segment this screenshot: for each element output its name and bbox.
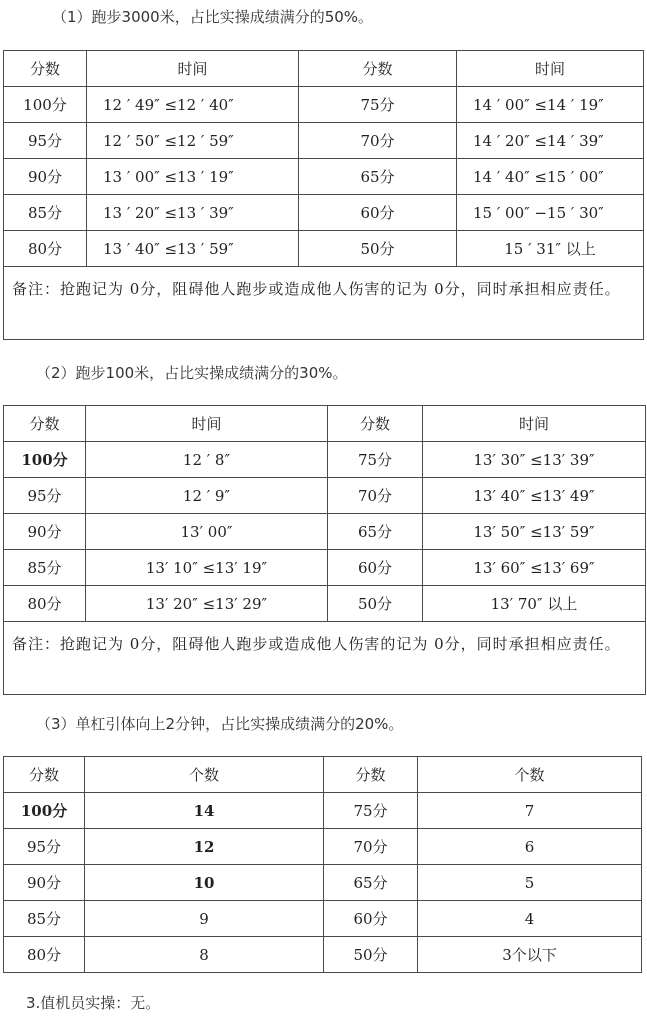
score-cell: 100分 bbox=[4, 793, 85, 829]
score-cell: 65分 bbox=[299, 159, 457, 195]
score-cell: 50分 bbox=[324, 937, 418, 973]
time-cell: 12 ′ 50″ ≤12 ′ 59″ bbox=[87, 123, 299, 159]
time-cell: 13′ 70″ 以上 bbox=[423, 586, 646, 622]
count-cell: 14 bbox=[85, 793, 324, 829]
section1-heading: （1）跑步3000米，占比实操成绩满分的50%。 bbox=[52, 8, 374, 26]
section3-heading: （3）单杠引体向上2分钟，占比实操成绩满分的20%。 bbox=[36, 715, 404, 733]
note-row bbox=[4, 267, 644, 340]
score-cell: 65分 bbox=[324, 865, 418, 901]
time-cell: 13′ 30″ ≤13′ 39″ bbox=[423, 442, 646, 478]
score-cell: 70分 bbox=[324, 829, 418, 865]
time-cell: 12 ′ 9″ bbox=[86, 478, 328, 514]
table-row bbox=[4, 829, 642, 865]
time-cell: 13 ′ 20″ ≤13 ′ 39″ bbox=[87, 195, 299, 231]
score-cell: 70分 bbox=[299, 123, 457, 159]
table-header-row bbox=[4, 51, 644, 87]
footer-text: 3.值机员实操：无。 bbox=[26, 994, 161, 1012]
score-cell: 80分 bbox=[4, 231, 87, 267]
table-row bbox=[4, 550, 646, 586]
header-count: 个数 bbox=[85, 757, 324, 793]
note-row bbox=[4, 622, 646, 695]
time-cell: 15 ′ 00″ −15 ′ 30″ bbox=[457, 195, 644, 231]
time-cell: 13′ 10″ ≤13′ 19″ bbox=[86, 550, 328, 586]
header-score: 分数 bbox=[324, 757, 418, 793]
time-cell: 12 ′ 49″ ≤12 ′ 40″ bbox=[87, 87, 299, 123]
table-row bbox=[4, 865, 642, 901]
table-row bbox=[4, 937, 642, 973]
score-cell: 85分 bbox=[4, 195, 87, 231]
running-100m-table bbox=[3, 405, 646, 695]
table-row bbox=[4, 159, 644, 195]
table-row bbox=[4, 442, 646, 478]
time-cell: 13 ′ 40″ ≤13 ′ 59″ bbox=[87, 231, 299, 267]
score-cell: 85分 bbox=[4, 550, 86, 586]
header-score: 分数 bbox=[299, 51, 457, 87]
note-text: 备注：抢跑记为 0分，阻碍他人跑步或造成他人伤害的记为 0分，同时承担相应责任。 bbox=[4, 622, 646, 695]
header-time: 时间 bbox=[423, 406, 646, 442]
table-row bbox=[4, 478, 646, 514]
score-cell: 95分 bbox=[4, 478, 86, 514]
header-score: 分数 bbox=[4, 51, 87, 87]
table-row bbox=[4, 586, 646, 622]
table-row bbox=[4, 514, 646, 550]
score-cell: 50分 bbox=[328, 586, 423, 622]
table-header-row bbox=[4, 406, 646, 442]
score-cell: 100分 bbox=[4, 87, 87, 123]
score-cell: 75分 bbox=[328, 442, 423, 478]
score-cell: 90分 bbox=[4, 514, 86, 550]
score-cell: 75分 bbox=[299, 87, 457, 123]
table-row bbox=[4, 231, 644, 267]
time-cell: 13 ′ 00″ ≤13 ′ 19″ bbox=[87, 159, 299, 195]
table-row bbox=[4, 901, 642, 937]
running-3000m-table bbox=[3, 50, 644, 340]
table-header-row bbox=[4, 757, 642, 793]
count-cell: 5 bbox=[418, 865, 642, 901]
count-cell: 10 bbox=[85, 865, 324, 901]
time-cell: 14 ′ 40″ ≤15 ′ 00″ bbox=[457, 159, 644, 195]
time-cell: 12 ′ 8″ bbox=[86, 442, 328, 478]
score-cell: 80分 bbox=[4, 937, 85, 973]
count-cell: 9 bbox=[85, 901, 324, 937]
count-cell: 7 bbox=[418, 793, 642, 829]
table-row bbox=[4, 793, 642, 829]
header-score: 分数 bbox=[328, 406, 423, 442]
score-cell: 90分 bbox=[4, 159, 87, 195]
time-cell: 13′ 60″ ≤13′ 69″ bbox=[423, 550, 646, 586]
count-cell: 6 bbox=[418, 829, 642, 865]
header-time: 时间 bbox=[86, 406, 328, 442]
time-cell: 14 ′ 00″ ≤14 ′ 19″ bbox=[457, 87, 644, 123]
note-text: 备注：抢跑记为 0分，阻碍他人跑步或造成他人伤害的记为 0分，同时承担相应责任。 bbox=[4, 267, 644, 340]
score-cell: 75分 bbox=[324, 793, 418, 829]
header-count: 个数 bbox=[418, 757, 642, 793]
score-cell: 60分 bbox=[324, 901, 418, 937]
table-row bbox=[4, 87, 644, 123]
count-cell: 4 bbox=[418, 901, 642, 937]
time-cell: 13′ 40″ ≤13′ 49″ bbox=[423, 478, 646, 514]
score-cell: 85分 bbox=[4, 901, 85, 937]
count-cell: 12 bbox=[85, 829, 324, 865]
header-time: 时间 bbox=[87, 51, 299, 87]
time-cell: 13′ 20″ ≤13′ 29″ bbox=[86, 586, 328, 622]
score-cell: 60分 bbox=[328, 550, 423, 586]
time-cell: 15 ′ 31″ 以上 bbox=[457, 231, 644, 267]
time-cell: 13′ 50″ ≤13′ 59″ bbox=[423, 514, 646, 550]
score-cell: 50分 bbox=[299, 231, 457, 267]
score-cell: 95分 bbox=[4, 123, 87, 159]
header-score: 分数 bbox=[4, 406, 86, 442]
score-cell: 70分 bbox=[328, 478, 423, 514]
score-cell: 95分 bbox=[4, 829, 85, 865]
score-cell: 65分 bbox=[328, 514, 423, 550]
count-cell: 8 bbox=[85, 937, 324, 973]
score-cell: 60分 bbox=[299, 195, 457, 231]
score-cell: 80分 bbox=[4, 586, 86, 622]
section2-heading: （2）跑步100米，占比实操成绩满分的30%。 bbox=[36, 364, 348, 382]
header-time: 时间 bbox=[457, 51, 644, 87]
header-score: 分数 bbox=[4, 757, 85, 793]
table-row bbox=[4, 123, 644, 159]
time-cell: 13′ 00″ bbox=[86, 514, 328, 550]
pullup-table bbox=[3, 756, 642, 973]
score-cell: 100分 bbox=[4, 442, 86, 478]
time-cell: 14 ′ 20″ ≤14 ′ 39″ bbox=[457, 123, 644, 159]
table-row bbox=[4, 195, 644, 231]
score-cell: 90分 bbox=[4, 865, 85, 901]
count-cell: 3个以下 bbox=[418, 937, 642, 973]
